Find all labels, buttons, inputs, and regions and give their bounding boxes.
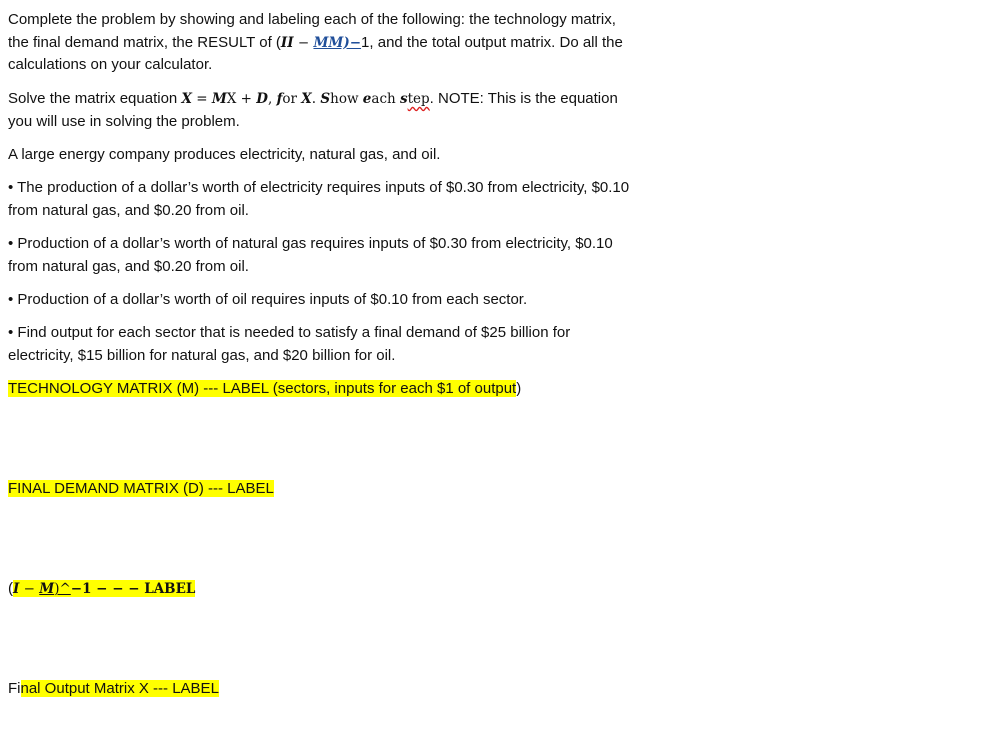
inverse-math-i: I: [13, 581, 20, 597]
bullet-final-demand: • Find output for each sector that is needed to satisfy a final demand of $25 billion for electricity, $15 billion for natural gas, and $20 billion for oil.: [8, 324, 571, 364]
final-output-prefix: Fi: [8, 680, 21, 697]
solve-math-eq: =: [191, 91, 212, 107]
intro-math-minus: −: [293, 34, 314, 51]
technology-matrix-label-close: ): [516, 380, 522, 397]
bullet-electricity: • The production of a dollar’s worth of electricity requires inputs of $0.30 from electricity, $0.10 from natural gas, and $0.20 from oil.: [8, 179, 630, 219]
solve-math-dot: .: [311, 91, 321, 107]
intro-text-part1: Complete the problem by showing and labeling each of the following: the technology matrix, the final demand matrix, the RESULT of (: [8, 11, 616, 51]
final-demand-label-text: FINAL DEMAND MATRIX (D) --- LABEL: [8, 480, 274, 497]
technology-matrix-label-text: TECHNOLOGY MATRIX (M) --- LABEL (sectors, inputs for each $1 of output: [8, 380, 517, 397]
solve-math-e: e: [362, 91, 372, 107]
final-output-label: [8, 678, 219, 701]
solve-math-s2: s: [400, 91, 408, 107]
company-paragraph: A large energy company produces electricity, natural gas, and oil.: [8, 146, 441, 163]
solve-math-or: or: [282, 91, 302, 107]
intro-math-mm: MM)−: [313, 34, 362, 51]
solve-math-x: X: [181, 91, 192, 107]
final-demand-label: [8, 478, 274, 501]
final-output-label-text: nal Output Matrix X --- LABEL: [20, 680, 219, 697]
solve-math-tep-misspelled: tep: [407, 91, 430, 107]
inverse-math-m: M: [39, 581, 55, 597]
solve-math-x3: X: [301, 91, 312, 107]
inverse-math-rest: −1 − − − LABEL: [70, 581, 196, 597]
solve-math-f: f: [276, 91, 283, 107]
intro-math-ii: II: [280, 34, 294, 51]
intro-paragraph: [8, 9, 633, 77]
inverse-matrix-label: [8, 578, 195, 601]
solve-math-m: M: [211, 91, 227, 107]
bullet-natural-gas: • Production of a dollar’s worth of natural gas requires inputs of $0.30 from electricity, $0.10 from natural gas, and $0.20 from oil.: [8, 235, 613, 275]
inverse-math-close: )^: [54, 581, 71, 597]
solve-math-ach: ach: [371, 91, 400, 107]
solve-math-d: D: [256, 91, 269, 107]
technology-matrix-label: [8, 378, 521, 401]
solve-math-x2: X +: [226, 91, 257, 107]
solve-lead: Solve the matrix equation: [8, 90, 182, 107]
solve-tail: . NOTE: This is the equation you will use in solving the problem.: [8, 90, 618, 130]
inverse-math-minus: −: [19, 581, 40, 597]
solve-paragraph: [8, 88, 633, 133]
bullet-oil: • Production of a dollar’s worth of oil requires inputs of $0.10 from each sector.: [8, 291, 528, 308]
intro-text-part2: 1, and the total output matrix. Do all the calculations on your calculator.: [8, 33, 623, 73]
solve-math-how: how: [330, 91, 363, 107]
solve-math-s: S: [320, 91, 331, 107]
inverse-open-paren: (: [8, 580, 13, 597]
solve-math-comma: ,: [268, 91, 277, 107]
